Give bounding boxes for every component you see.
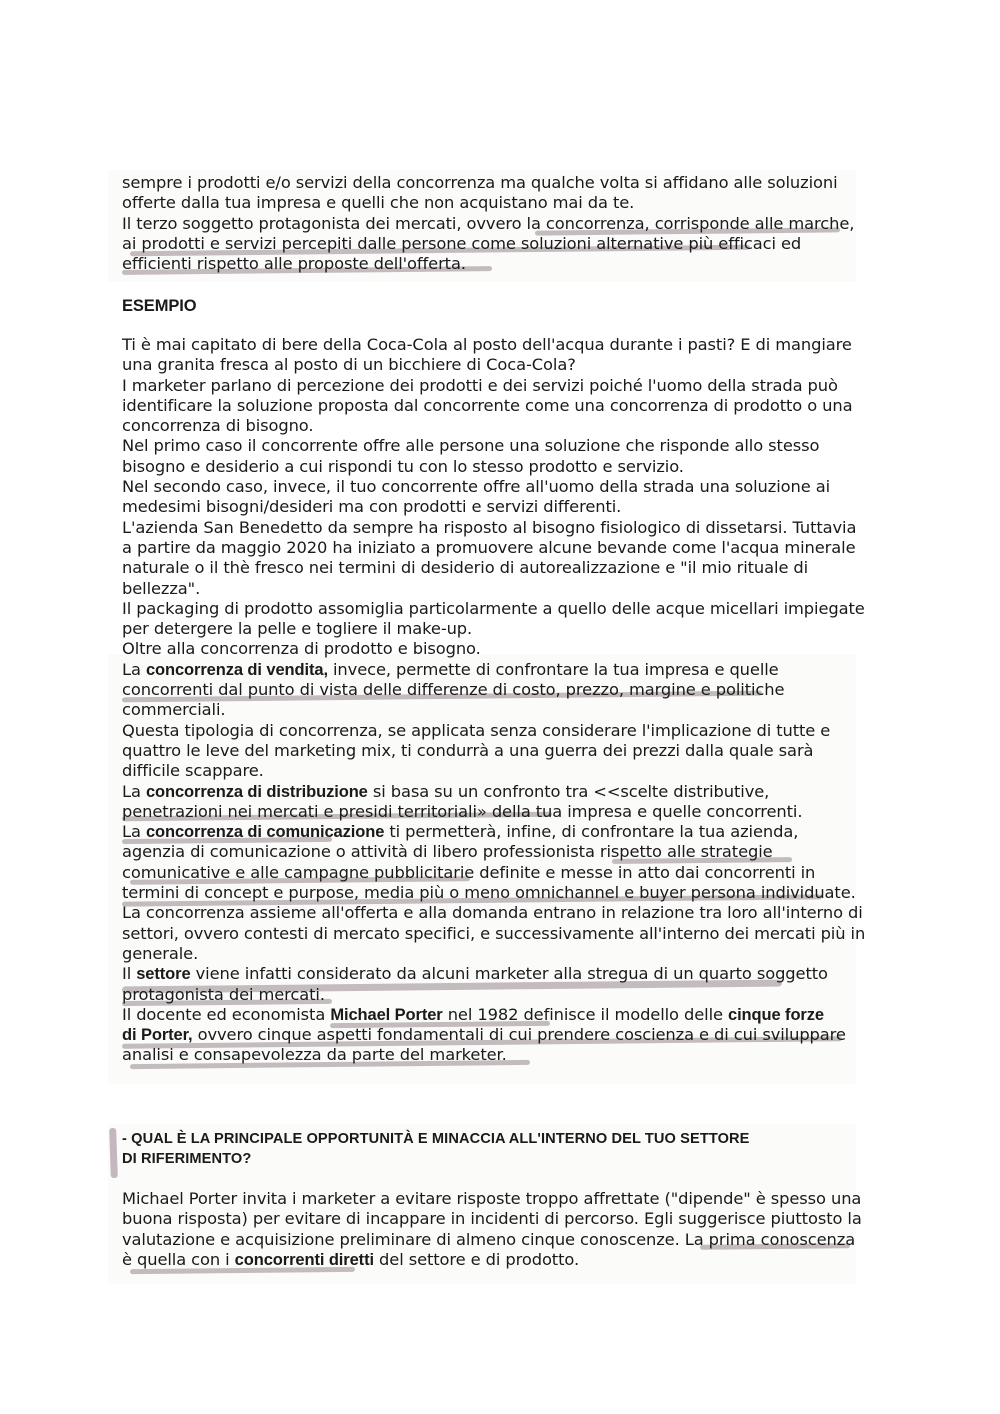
text-line: buona risposta) per evitare di incappare in incidenti di percorso. Egli suggerisce piuttosto la [122,1209,862,1229]
text-line: identificare la soluzione proposta dal concorrente come una concorrenza di prodotto o una [122,395,853,415]
text-line: I marketer parlano di percezione dei prodotti e dei servizi poiché l'uomo della strada può [122,375,838,395]
text-line: commerciali. [122,700,226,720]
text-line: medesimi bisogni/desideri ma con prodotti e servizi differenti. [122,497,622,517]
text-line: per detergere la pelle e togliere il make-up. [122,619,473,639]
bold-term: Michael Porter [330,1005,443,1024]
text-run: Il docente ed economista [122,1004,331,1024]
text-run: viene infatti considerato da alcuni marketer alla stregua di un quarto soggetto [190,964,828,984]
text-line: protagonista dei mercati. [122,984,325,1004]
text-line: naturale o il thè fresco nei termini di desiderio di autorealizzazione e "il mio rituale di [122,558,809,578]
text-line: Il packaging di prodotto assomiglia particolarmente a quello delle acque micellari impiegate [122,598,865,618]
text-line: penetrazioni nei mercati e presidi territoriali» della tua impresa e quelle concorrenti. [122,801,803,821]
bold-term: concorrenza di distribuzione [145,782,368,801]
closing-last-line [122,1250,882,1270]
text-run: invece, permette di confrontare la tua impresa e quelle [327,659,779,679]
porter-line [122,1005,882,1025]
text-run: ti permetterà, infine, di confrontare la tua azienda, [384,822,799,842]
text-line: concorrenti dal punto di vista delle differenze di costo, prezzo, margine e politiche [122,680,785,700]
text-run: La [122,781,146,801]
text-line: una granita fresca al posto di un bicchiere di Coca-Cola? [122,355,576,375]
text-line: Nel primo caso il concorrente offre alle persone una soluzione che risponde allo stesso [122,436,820,456]
text-line: difficile scappare. [122,761,264,781]
text-run: ovvero cinque aspetti fondamentali di cui prendere coscienza e di cui sviluppare [192,1025,846,1045]
question-line: DI RIFERIMENTO? [122,1151,252,1167]
text-line: sempre i prodotti e/o servizi della concorrenza ma qualche volta si affidano alle soluzioni [122,173,838,192]
text-line: offerte dalla tua impresa e quelli che non acquistano mai da te. [122,193,635,213]
text-line: Questa tipologia di concorrenza, se applicata senza considerare l'implicazione di tutte e [122,720,831,740]
comunicazione-line [122,822,882,842]
text-run: Il [122,964,137,984]
text-line: Michael Porter invita i marketer a evitare risposte troppo affrettate ("dipende" è spesso una [122,1189,862,1208]
question-heading [122,1129,882,1169]
body-text [122,335,882,1066]
bold-term: di Porter, [122,1026,193,1045]
intro-paragraph [122,173,882,274]
text-run: La [122,659,146,679]
text-line: a partire da maggio 2020 ha iniziato a promuovere alcune bevande come l'acqua minerale [122,537,856,557]
text-run: La [122,822,146,842]
text-run: è quella con i [122,1249,235,1269]
text-line: bellezza". [122,578,201,598]
text-run: nel 1982 definisce il modello delle [442,1004,728,1024]
text-line: Ti è mai capitato di bere della Coca-Cola al posto dell'acqua durante i pasti? E di mangiare [122,335,852,354]
text-line: agenzia di comunicazione o attività di libero professionista rispetto alle strategie [122,842,773,862]
bold-term: settore [136,965,191,984]
text-line: bisogno e desiderio a cui rispondi tu con lo stesso prodotto e servizio. [122,456,684,476]
text-line: settori, ovvero contesti di mercato specifici, e successivamente all'interno dei mercati più in [122,923,866,943]
section-heading: ESEMPIO [122,297,197,315]
text-line: Oltre alla concorrenza di prodotto e bisogno. [122,639,481,659]
bold-term: concorrenza di vendita, [145,660,328,679]
text-line: ai prodotti e servizi percepiti dalle persone come soluzioni alternative più efficaci ed [122,233,802,253]
text-line: Il terzo soggetto protagonista dei mercati, ovvero la concorrenza, corrisponde alle marche, [122,213,855,233]
vendita-line [122,660,882,680]
text-line: quattro le leve del marketing mix, ti condurrà a una guerra dei prezzi dalla quale sarà [122,740,814,760]
text-line: La concorrenza assieme all'offerta e alla domanda entrano in relazione tra loro all'interno di [122,903,863,923]
text-run: del settore e di prodotto. [373,1249,580,1269]
text-line: L'azienda San Benedetto da sempre ha risposto al bisogno fisiologico di dissetarsi. Tuttavia [122,517,857,537]
text-line: analisi e consapevolezza da parte del marketer. [122,1045,507,1065]
bold-term: concorrenti diretti [234,1250,374,1269]
distribuzione-line [122,782,882,802]
porter-line-2 [122,1025,882,1045]
bold-term: concorrenza di comunicazione [145,823,385,842]
text-run: si basa su un confronto tra <<scelte distributive, [367,781,770,801]
text-line: comunicative e alle campagne pubblicitarie definite e messe in atto dai concorrenti in [122,862,816,882]
bold-term: cinque forze [728,1005,824,1024]
settore-line [122,964,882,984]
text-line: concorrenza di bisogno. [122,416,314,436]
text-line: termini di concept e purpose, media più o meno omnichannel e buyer persona individuate. [122,883,856,903]
text-line: Nel secondo caso, invece, il tuo concorrente offre all'uomo della strada una soluzione ai [122,477,831,497]
closing-paragraph [122,1189,882,1270]
question-line: - QUAL È LA PRINCIPALE OPPORTUNITÀ E MINACCIA ALL'INTERNO DEL TUO SETTORE [122,1131,750,1147]
text-line: valutazione e acquisizione preliminare di almeno cinque conoscenze. La prima conoscenza [122,1229,856,1249]
text-line: efficienti rispetto alle proposte dell'offerta. [122,254,466,274]
text-line: generale. [122,943,199,963]
